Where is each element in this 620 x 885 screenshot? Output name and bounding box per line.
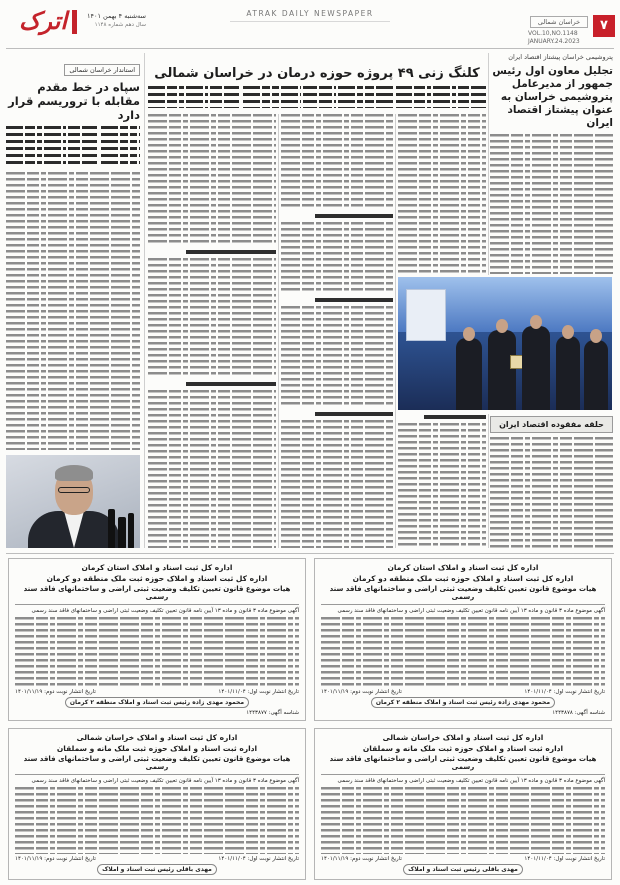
main-body-text: [148, 390, 276, 548]
main-body-text: [148, 258, 276, 378]
governor-body-text: [6, 172, 140, 450]
microphone: [108, 509, 115, 548]
ad-date-first: تاریخ انتشار نوبت اول: ۱۴۰۱/۱۱/۰۴: [524, 856, 605, 862]
governor-article: [6, 64, 140, 450]
subhead: [315, 412, 393, 416]
ad-dates: [15, 689, 299, 695]
main-headline: کلنگ زنی ۴۹ پروژه حوزه درمان در خراسان شمالی: [154, 66, 480, 81]
person-head: [496, 319, 508, 333]
ad-office: اداره ثبت اسناد و املاک حوزه ثبت ملک مانه و سملقان: [362, 744, 564, 753]
subhead: [315, 298, 393, 302]
microphone: [128, 513, 134, 548]
person-figure: [522, 326, 550, 410]
ceremony-photo: [398, 277, 612, 410]
ad-signer: محمود مهدی زاده رئیس ثبت اسناد و املاک منطقه ۲ کرمان: [371, 697, 555, 708]
ad-separator: [15, 604, 299, 605]
subhead: [315, 214, 393, 218]
ad-id: شناسه آگهی: ۱۴۴۳۸۷۷: [246, 710, 299, 716]
legal-ad: [8, 558, 306, 721]
ad-separator: [321, 604, 605, 605]
column-divider: [488, 53, 489, 275]
legal-ad: [8, 728, 306, 880]
column-divider: [144, 53, 145, 548]
subhead: [186, 382, 276, 386]
ad-board: هیات موضوع قانون تعیین تکلیف وضعیت ثبتی اراضی و ساختمانهای فاقد سند رسمی: [23, 585, 291, 601]
ad-signer: محمود مهدی زاده رئیس ثبت اسناد و املاک منطقه ۲ کرمان: [65, 697, 249, 708]
glasses: [58, 487, 90, 493]
microphone: [118, 517, 126, 548]
newspaper-name-english: ATRAK DAILY NEWSPAPER: [246, 9, 374, 18]
ad-date-first: تاریخ انتشار نوبت اول: ۱۴۰۱/۱۱/۰۴: [218, 689, 299, 695]
person-figure: [488, 330, 516, 410]
ad-date-second: تاریخ انتشار نوبت دوم: ۱۴۰۱/۱۱/۱۹: [15, 689, 96, 695]
volume-number: VOL.10,NO.1148: [528, 30, 578, 37]
main-article-column: [398, 114, 486, 273]
persian-date: سه‌شنبه ۴ بهمن ۱۴۰۱: [87, 12, 146, 20]
ad-office: اداره کل ثبت اسناد و املاک حوزه ثبت ملک منطقه دو کرمان: [352, 574, 574, 583]
ad-organization: اداره کل ثبت اسناد و املاک استان کرمان: [81, 563, 233, 572]
main-body-text: [398, 114, 486, 273]
ad-signer: مهدی باقلی رئیس ثبت اسناد و املاک: [403, 864, 523, 875]
missing-link-article: [490, 416, 613, 548]
person-figure: [556, 336, 580, 410]
ad-date-second: تاریخ انتشار نوبت دوم: ۱۴۰۱/۱۱/۱۹: [321, 689, 402, 695]
hair: [55, 465, 93, 481]
person-head: [530, 315, 542, 329]
ad-dates: [321, 689, 605, 695]
ad-organization: اداره کل ثبت اسناد و املاک خراسان شمالی: [382, 733, 544, 742]
header-divider: [6, 48, 614, 49]
ad-intro: آگهی موضوع ماده ۳ قانون و ماده ۱۳ آیین نامه قانون تعیین تکلیف وضعیت ثبتی اراضی و ساختمانهای فاقد سند رسمی: [337, 778, 605, 784]
governor-kicker: استاندار خراسان شمالی: [64, 64, 140, 76]
ad-signer: مهدی باقلی رئیس ثبت اسناد و املاک: [97, 864, 217, 875]
ad-organization: اداره کل ثبت اسناد و املاک خراسان شمالی: [76, 733, 238, 742]
ad-separator: [15, 774, 299, 775]
ad-separator: [321, 774, 605, 775]
main-article-column: [398, 415, 486, 548]
main-lead-text: [148, 86, 486, 108]
ad-dates: [15, 856, 299, 862]
missing-link-heading: حلقه مفقوده اقتصاد ایران: [490, 416, 613, 433]
ad-body-text: [321, 787, 605, 854]
governor-headline: سپاه در خط مقدم مقابله با تروریسم قرار دارد: [8, 80, 140, 122]
legal-ad: [314, 558, 612, 721]
ad-body-text: [15, 787, 299, 854]
petrochem-article: [490, 53, 613, 274]
column-divider: [395, 114, 396, 548]
ad-organization: اداره کل ثبت اسناد و املاک استان کرمان: [387, 563, 539, 572]
ad-date-second: تاریخ انتشار نوبت دوم: ۱۴۰۱/۱۱/۱۹: [15, 856, 96, 862]
person-figure: [584, 340, 608, 410]
main-body-text: [148, 114, 276, 246]
governor-lead-text: [6, 126, 140, 168]
ad-intro: آگهی موضوع ماده ۳ قانون و ماده ۱۳ آیین نامه قانون تعیین تکلیف وضعیت ثبتی اراضی و ساختمانهای فاقد سند رسمی: [31, 608, 299, 614]
column-divider: [488, 414, 489, 548]
petrochem-kicker: پتروشیمی خراسان پیشتاز اقتصاد ایران: [508, 53, 613, 61]
ad-board: هیات موضوع قانون تعیین تکلیف وضعیت ثبتی اراضی و ساختمانهای فاقد سند رسمی: [329, 585, 597, 601]
ad-id: شناسه آگهی: ۱۴۴۳۸۷۸: [552, 710, 605, 716]
subhead: [424, 415, 486, 419]
ad-office: اداره ثبت اسناد و املاک حوزه ثبت ملک مانه و سملقان: [56, 744, 258, 753]
title-underline: [230, 21, 390, 22]
ad-date-second: تاریخ انتشار نوبت دوم: ۱۴۰۱/۱۱/۱۹: [321, 856, 402, 862]
missing-link-body-text: [490, 437, 613, 548]
main-article-column: [148, 114, 276, 548]
petrochem-body-text: [490, 134, 613, 274]
main-body-text: [281, 306, 393, 408]
ad-date-first: تاریخ انتشار نوبت اول: ۱۴۰۱/۱۱/۰۴: [524, 689, 605, 695]
ad-office: اداره کل ثبت اسناد و املاک حوزه ثبت ملک منطقه دو کرمان: [46, 574, 268, 583]
petrochem-headline: تجلیل معاون اول رئیس جمهور از مدیرعامل پتروشیمی خراسان به عنوان پیشتاز اقتصاد ایران: [492, 65, 613, 129]
ad-body-text: [15, 617, 299, 687]
person-head: [562, 325, 574, 339]
english-date: JANUARY.24.2023: [528, 38, 580, 45]
main-body-text: [281, 114, 393, 210]
person-head: [590, 329, 602, 343]
governor-portrait-photo: [6, 455, 140, 548]
ad-body-text: [321, 617, 605, 687]
ad-board: هیات موضوع قانون تعیین تکلیف وضعیت ثبتی اراضی و ساختمانهای فاقد سند رسمی: [23, 755, 291, 771]
main-body-text: [281, 420, 393, 548]
ad-intro: آگهی موضوع ماده ۳ قانون و ماده ۱۳ آیین نامه قانون تعیین تکلیف وضعیت ثبتی اراضی و ساختمانهای فاقد سند رسمی: [337, 608, 605, 614]
main-article-column: [281, 114, 393, 548]
ad-board: هیات موضوع قانون تعیین تکلیف وضعیت ثبتی اراضی و ساختمانهای فاقد سند رسمی: [329, 755, 597, 771]
ad-dates: [321, 856, 605, 862]
main-body-text: [281, 222, 393, 294]
legal-ad: [314, 728, 612, 880]
column-divider: [278, 114, 279, 548]
section-label: خراسان شمالی: [530, 16, 588, 28]
stage-banner: [406, 289, 446, 341]
logo-mark: [72, 10, 77, 34]
newspaper-logo: اترک: [18, 7, 68, 35]
issue-number: سال دهم شماره ۱۱۴۸: [94, 22, 146, 28]
main-body-text: [398, 423, 486, 548]
page-number: ۷: [593, 15, 615, 37]
ad-date-first: تاریخ انتشار نوبت اول: ۱۴۰۱/۱۱/۰۴: [218, 856, 299, 862]
person-head: [463, 327, 475, 341]
person-figure: [456, 338, 482, 410]
ads-divider: [6, 553, 614, 554]
subhead: [186, 250, 276, 254]
ad-intro: آگهی موضوع ماده ۳ قانون و ماده ۱۳ آیین نامه قانون تعیین تکلیف وضعیت ثبتی اراضی و ساختمانهای فاقد سند رسمی: [31, 778, 299, 784]
